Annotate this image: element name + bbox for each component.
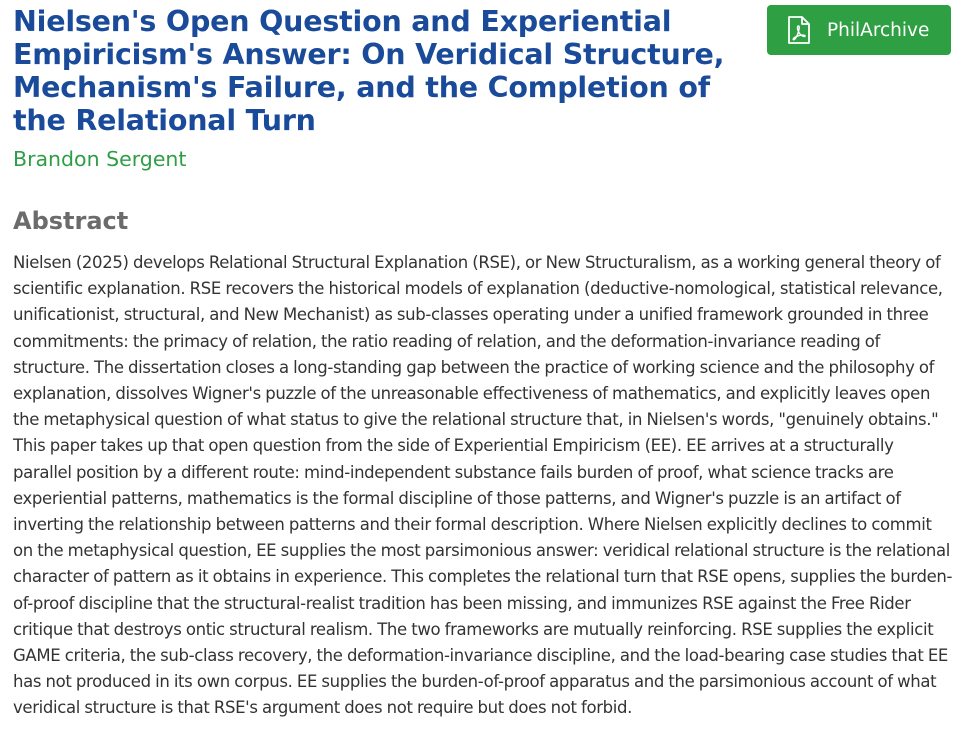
author-name[interactable]: Brandon Sergent bbox=[13, 147, 187, 171]
pdf-file-icon bbox=[787, 16, 811, 44]
philarchive-download-button[interactable] bbox=[767, 5, 951, 55]
abstract-body: Nielsen (2025) develops Relational Structural Explanation (RSE), or New Structuralism, as a working general theory of scientific explanation. RSE recovers the historical models of explanation (deductive-nomological, statistical relevance, unificationist, structural, and New Mechanist) as sub-classes operating under a unified framework grounded in three commitments: the primacy of relation, the ratio reading of relation, and the deformation-invariance reading of structure. The dissertation closes a long-standing gap between the practice of working science and the philosophy of explanation, dissolves Wigner's puzzle of the unreasonable effectiveness of mathematics, and explicitly leaves open the metaphysical question of what status to give the relational structure that, in Nielsen's words, "genuinely obtains." This paper takes up that open question from the side of Experiential Empiricism (EE). EE arrives at a structurally parallel position by a different route: mind-independent substance fails burden of proof, what science tracks are experiential patterns, mathematics is the formal discipline of those patterns, and Wigner's puzzle is an artifact of inverting the relationship between patterns and their formal description. Where Nielsen explicitly declines to commit on the metaphysical question, EE supplies the most parsimonious answer: veridical relational structure is the relational character of pattern as it obtains in experience. This completes the relational turn that RSE opens, supplies the burden-of-proof discipline that the structural-realist tradition has been missing, and immunizes RSE against the Free Rider critique that destroys ontic structural realism. The two frameworks are mutually reinforcing. RSE supplies the explicit GAME criteria, the sub-class recovery, the deformation-invariance discipline, and the load-bearing case studies that EE has not produced in its own corpus. EE supplies the burden-of-proof apparatus and the parsimonious account of what veridical structure is that RSE's argument does not require but does not forbid. bbox=[13, 253, 953, 718]
abstract-heading: Abstract bbox=[13, 207, 129, 235]
paper-title: Nielsen's Open Question and Experiential Empiricism's Answer: On Veridical Structure, Mechanism's Failure, and the Completion of the Relational Turn bbox=[13, 5, 725, 137]
philarchive-button-label: PhilArchive bbox=[827, 19, 930, 41]
